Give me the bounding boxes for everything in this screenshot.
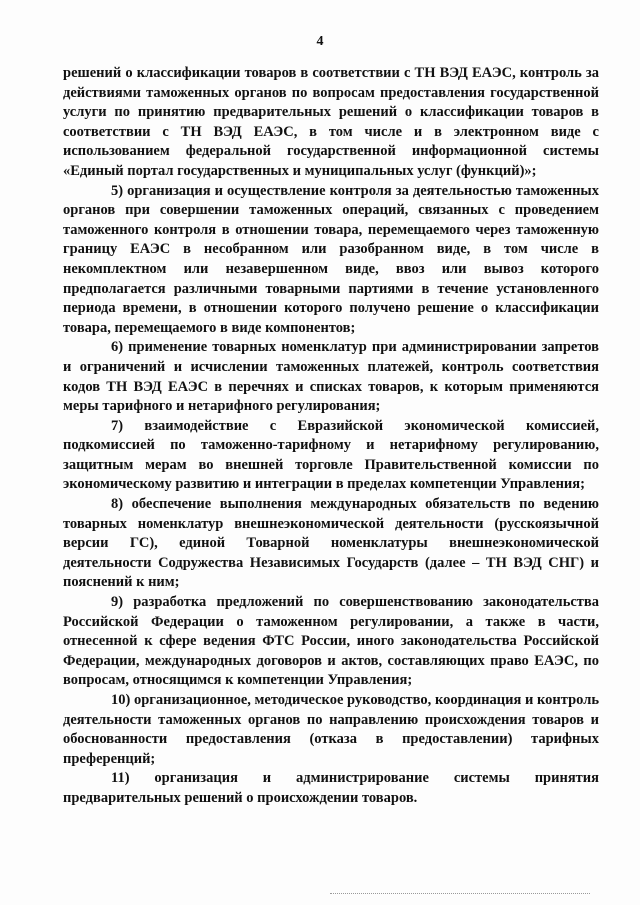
paragraph-item-9: 9) разработка предложений по совершенствованию законодательства Российской Федерации о таможенном регулировании, а также в части, отнесенной к сфере ведения ФТС России, иного законодательства Российской Федерации, международных договоров и актов, составляющих право ЕАЭС, по вопросам, относящимся к компетенции Управления; [63, 594, 599, 689]
paragraph-item-8: 8) обеспечение выполнения международных обязательств по ведению товарных номенклатур внешнеэкономической деятельности (русскоязычной версии ГС), единой Товарной номенклатуры внешнеэкономической деятельности Содружества Независимых Государств (далее – ТН ВЭД СНГ) и пояснений к ним; [63, 496, 599, 591]
paragraph-item-11: 11) организация и администрирование системы принятия предварительных решений о происхождении товаров. [63, 770, 599, 806]
paragraph-item-7: 7) взаимодействие с Евразийской экономической комиссией, подкомиссией по таможенно-тарифному и нетарифному регулированию, защитным мерам во внешней торговле Правительственной комиссии по экономическому развитию и интеграции в пределах компетенции Управления; [63, 417, 599, 493]
paragraph-item-6: 6) применение товарных номенклатур при администрировании запретов и ограничений и исчислении таможенных платежей, контроль соответствия кодов ТН ВЭД ЕАЭС в перечнях и списках товаров, к которым применяются меры тарифного и нетарифного регулирования; [63, 339, 599, 415]
page-number: 4 [316, 34, 324, 49]
scan-artifact-line [330, 893, 590, 896]
paragraph-item-10: 10) организационное, методическое руководство, координация и контроль деятельности таможенных органов по направлению происхождения товаров и обоснованности предоставления (отказа в предоставлении) тарифных преференций; [63, 692, 599, 767]
paragraph-item-5: 5) организация и осуществление контроля за деятельностью таможенных органов при совершении таможенных операций, связанных с проведением таможенного контроля в отношении товара, перемещаемого через таможенную границу ЕАЭС в несобранном или разобранном виде, в том числе в некомплектном или незавершенном виде, ввоз или вывоз которого предполагается различными товарными партиями в течение установленного периода времени, в отношении которого получено решение о классификации товара, перемещаемого в виде компонентов; [63, 182, 599, 336]
paragraph-continuation: решений о классификации товаров в соответствии с ТН ВЭД ЕАЭС, контроль за действиями таможенных органов по вопросам предоставления государственной услуги по принятию предварительных решений о классификации товаров в соответствии с ТН ВЭД ЕАЭС, в том числе и в электронном виде с использованием федеральной государственной информационной системы «Единый портал государственных и муниципальных услуг (функций)»; [63, 65, 599, 179]
document-body [63, 64, 599, 809]
